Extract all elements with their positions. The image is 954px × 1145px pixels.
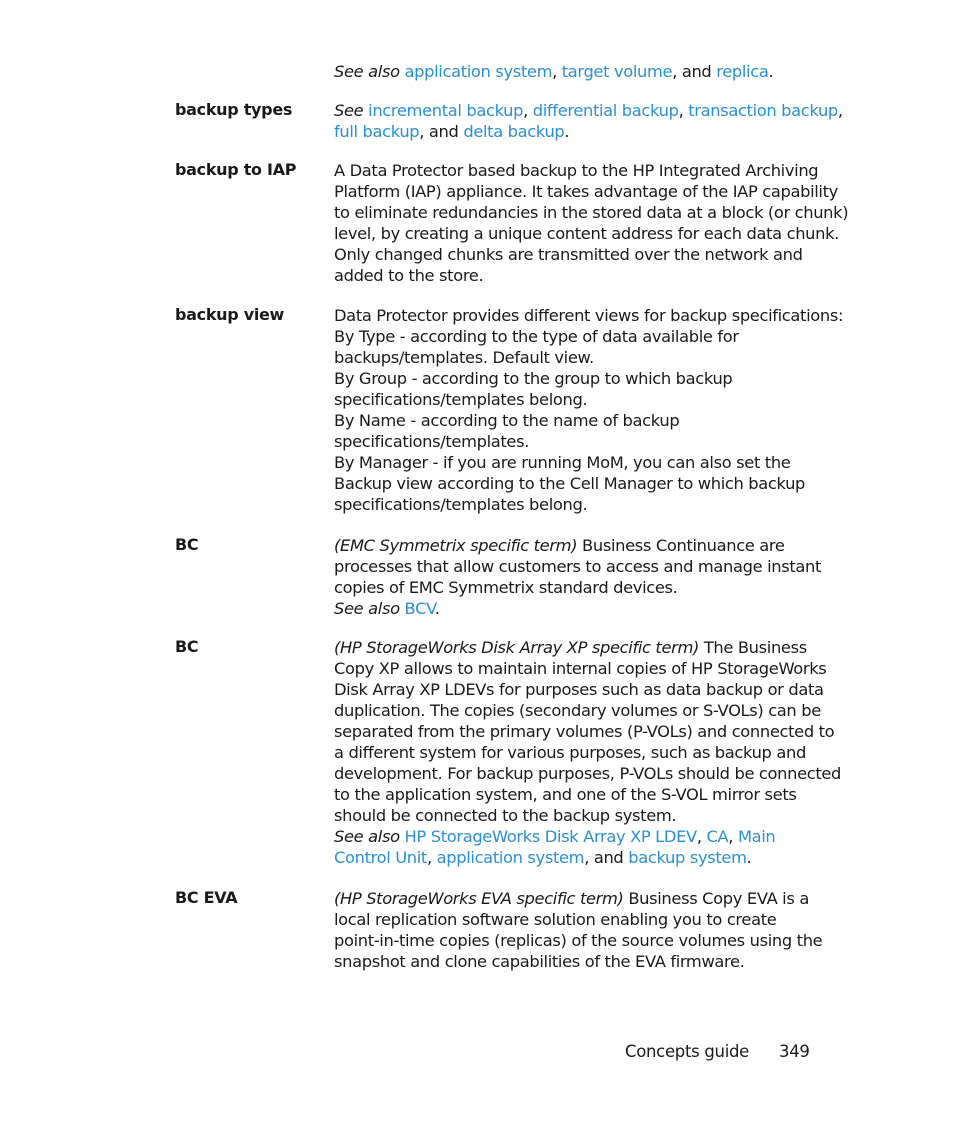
definition-line [334,700,821,721]
definition-text: , [523,101,533,120]
definition-text: level, by creating a unique content address for each data chunk. [334,224,839,243]
definition-text: a different system for various purposes, such as backup and [334,743,806,762]
cross-reference-link[interactable]: HP StorageWorks Disk Array XP LDEV [404,827,697,846]
definition-text: By Group - according to the group to which backup [334,369,733,388]
cross-reference-link[interactable]: Main [737,827,776,846]
italic-text: See also [334,827,400,846]
definition-text: , [696,827,707,846]
definition-text: Disk Array XP LDEVs for purposes such as data backup or data [334,680,824,699]
definition-text: , [678,101,689,120]
definition-line [334,181,838,202]
cross-reference-link[interactable]: incremental backup [368,101,524,120]
cross-reference-link[interactable]: full backup [334,122,420,141]
italic-text: (HP StorageWorks EVA specific term) [334,889,624,908]
definition-line [334,160,819,181]
definition-line [334,535,814,556]
italic-text: (HP StorageWorks Disk Array XP specific term) [334,638,699,657]
definition-line [334,658,827,679]
definition-line [334,742,814,763]
definition-text: copies of EMC Symmetrix standard devices. [334,578,678,597]
definition-line [334,223,839,244]
definition-text: The Business [698,638,807,657]
definition-line [334,951,814,972]
definition-line [334,431,814,452]
definition-line [334,265,814,286]
definition-text: specifications/templates belong. [334,495,588,514]
footer-guide-title: Concepts guide [625,1042,750,1061]
cross-reference-link[interactable]: application system [436,848,585,867]
definition-text: . [768,62,774,81]
glossary-term: BC [175,637,199,656]
definition-text: point-in-time copies (replicas) of the source volumes using the [334,931,823,950]
cross-reference-link[interactable]: BCV [404,599,435,618]
definition-line [334,61,814,82]
definition-text: should be connected to the backup system. [334,806,677,825]
definition-text: , [426,848,437,867]
glossary-definition [334,535,822,619]
glossary-definition [334,305,844,515]
glossary-term: backup to IAP [175,160,297,179]
definition-text: By Name - according to the name of backup [334,411,680,430]
definition-text: Backup view according to the Cell Manager to which backup [334,474,806,493]
glossary-definition [334,61,814,82]
definition-text: Business Continuance are [577,536,785,555]
definition-text: , [728,827,738,846]
definition-text: specifications/templates. [334,432,530,451]
definition-text: to the application system, and one of the S-VOL mirror sets [334,785,797,804]
definition-line [334,598,814,619]
cross-reference-link[interactable]: transaction backup [688,101,838,120]
definition-line [334,805,814,826]
cross-reference-link[interactable]: CA [706,827,729,846]
italic-text: See [334,101,364,120]
definition-line [334,410,814,431]
definition-text: added to the store. [334,266,484,285]
page-footer [625,1042,810,1061]
cross-reference-link[interactable]: differential backup [532,101,679,120]
definition-line [334,721,835,742]
definition-text: , and [672,62,717,81]
italic-text: See also [334,599,400,618]
definition-text: separated from the primary volumes (P-VOLs) and connected to [334,722,835,741]
definition-text: , [837,101,843,120]
definition-text: Business Copy EVA is a [623,889,809,908]
definition-line [334,909,814,930]
definition-line [334,556,822,577]
definition-line [334,121,814,142]
definition-line [334,473,814,494]
page-number: 349 [779,1042,810,1061]
definition-line [334,763,842,784]
definition-text: specifications/templates belong. [334,390,588,409]
cross-reference-link[interactable]: replica [716,62,769,81]
cross-reference-link[interactable]: delta backup [463,122,565,141]
glossary-term: BC [175,535,199,554]
definition-line [334,888,814,909]
definition-line [334,389,814,410]
cross-reference-link[interactable]: backup system [628,848,747,867]
glossary-term: backup view [175,305,285,324]
definition-line [334,637,814,658]
definition-text: Platform (IAP) appliance. It takes advantage of the IAP capability [334,182,838,201]
glossary-term: backup types [175,100,293,119]
cross-reference-link[interactable]: target volume [561,62,673,81]
definition-text: duplication. The copies (secondary volumes or S-VOLs) can be [334,701,821,720]
definition-text: development. For backup purposes, P-VOLs should be connected [334,764,842,783]
definition-line [334,100,843,121]
definition-line [334,494,814,515]
italic-text: (EMC Symmetrix specific term) [334,536,578,555]
glossary-definition [334,637,842,868]
definition-text: , [552,62,562,81]
definition-line [334,326,814,347]
glossary-definition [334,100,843,142]
definition-line [334,826,814,847]
italic-text: See also [334,62,400,81]
definition-text: By Type - according to the type of data available for [334,327,739,346]
definition-text: Data Protector provides different views for backup specifications: [334,306,844,325]
definition-line [334,347,814,368]
definition-text: processes that allow customers to access and manage instant [334,557,822,576]
definition-text: local replication software solution enabling you to create [334,910,777,929]
definition-text: to eliminate redundancies in the stored data at a block (or chunk) [334,203,849,222]
definition-line [334,784,814,805]
definition-line [334,679,824,700]
definition-line [334,452,814,473]
glossary-term: BC EVA [175,888,238,907]
definition-line [334,202,849,223]
definition-line [334,847,814,868]
definition-text: . [746,848,752,867]
definition-text: By Manager - if you are running MoM, you can also set the [334,453,791,472]
definition-text: Copy XP allows to maintain internal copies of HP StorageWorks [334,659,827,678]
definition-line [334,577,814,598]
definition-line [334,368,814,389]
definition-text: snapshot and clone capabilities of the EVA firmware. [334,952,745,971]
definition-text: , and [419,122,464,141]
definition-line [334,305,844,326]
definition-text: . [564,122,570,141]
definition-line [334,930,823,951]
definition-text: backups/templates. Default view. [334,348,594,367]
glossary-definition [334,160,849,286]
definition-text: Only changed chunks are transmitted over the network and [334,245,803,264]
definition-text: , and [584,848,629,867]
definition-line [334,244,814,265]
definition-text: . [434,599,440,618]
cross-reference-link[interactable]: Control Unit [334,848,427,867]
cross-reference-link[interactable]: application system [404,62,553,81]
definition-text: A Data Protector based backup to the HP Integrated Archiving [334,161,819,180]
glossary-definition [334,888,823,972]
